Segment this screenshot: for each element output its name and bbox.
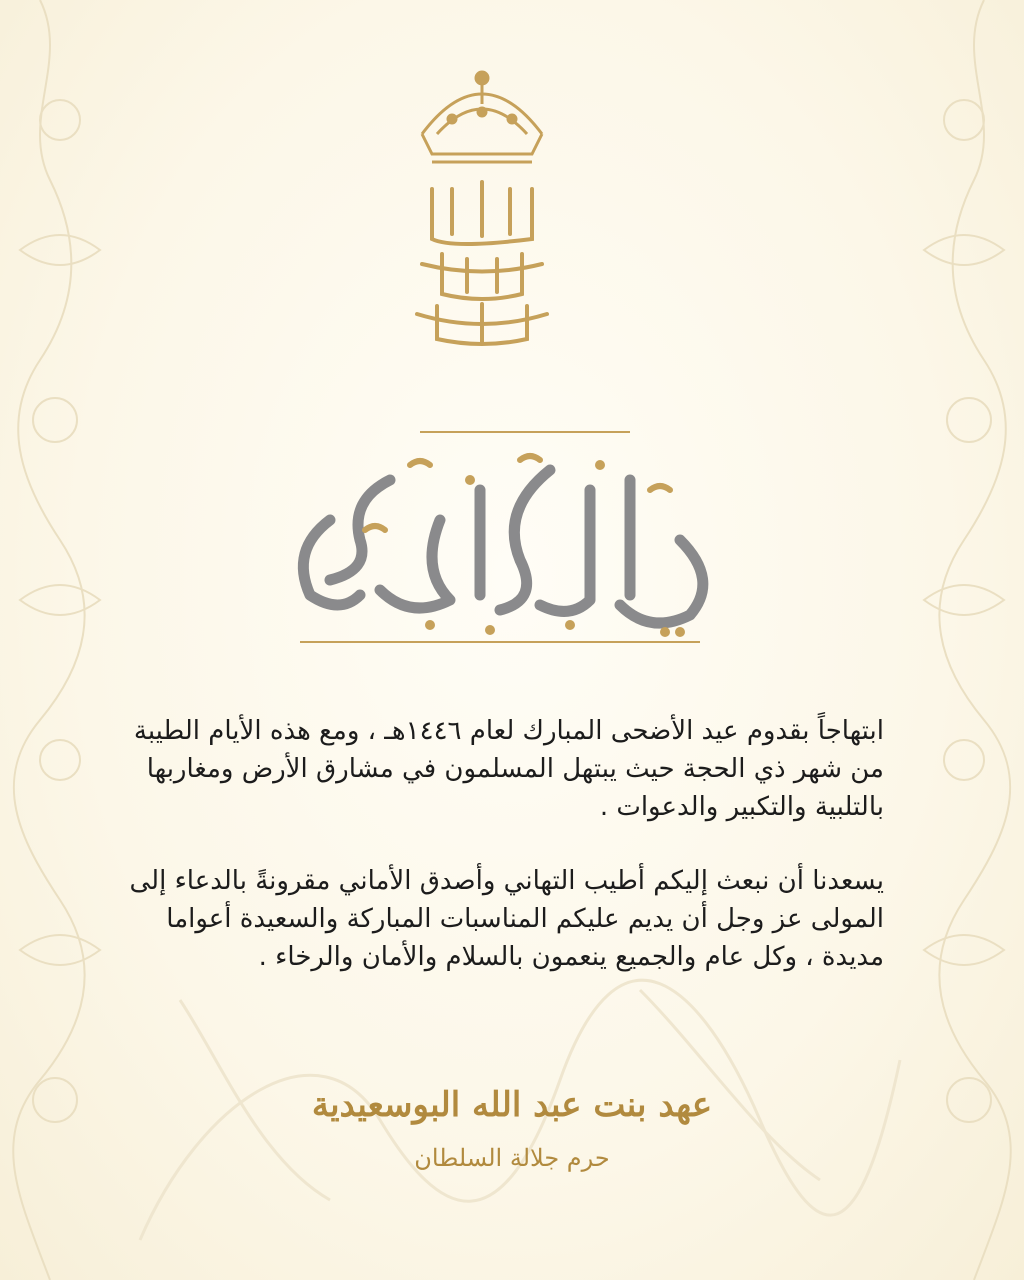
signatory-name: عهد بنت عبد الله البوسعيدية [311, 1085, 713, 1125]
signature-block [240, 1080, 784, 1178]
crown-emblem [392, 64, 572, 354]
calligraphy-monogram [417, 182, 547, 344]
message-paragraph-2: يسعدنا أن نبعث إليكم أطيب التهاني وأصدق الأماني مقرونةً بالدعاء إلى المولى عز وجل أن يديم عليكم المناسبات المباركة والسعيدة أعواما مديدة ، وكل عام والجميع ينعمون بالسلام والأمان والرخاء . [129, 866, 884, 972]
message-paragraph-1: ابتهاجاً بقدوم عيد الأضحى المبارك لعام ١٤٤٦هـ ، ومع هذه الأيام الطيبة من شهر ذي الحجة حيث يبتهل المسلمون في مشارق الأرض ومغاربها بالتلبية والتكبير والدعوات . [133, 716, 884, 822]
eid-al-adha-calligraphy [270, 420, 750, 660]
royal-crown-icon [422, 72, 542, 162]
signatory-title: حرم جلالة السلطان [414, 1144, 610, 1172]
greeting-message [120, 712, 884, 976]
